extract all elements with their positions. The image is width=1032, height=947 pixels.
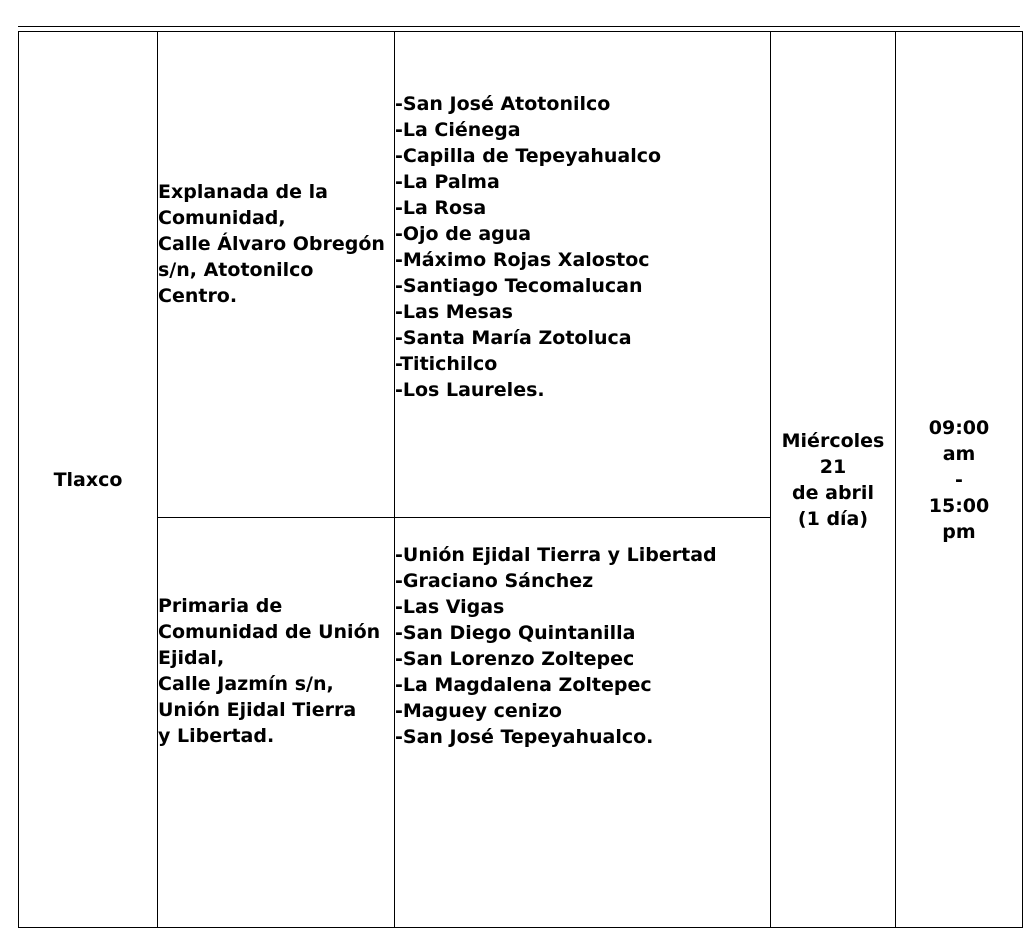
community-item: -Ojo de agua xyxy=(395,223,532,245)
address-line: s/n, Atotonilco xyxy=(158,259,314,281)
date-line: 21 xyxy=(819,455,847,478)
community-item: -San José Atotonilco xyxy=(395,93,611,115)
address-line: Calle Jazmín s/n, xyxy=(158,673,334,695)
time-line: pm xyxy=(942,520,976,543)
address-line: Explanada de la xyxy=(158,181,328,203)
address-line: Unión Ejidal Tierra xyxy=(158,699,357,721)
top-rule xyxy=(18,26,1020,27)
municipio-name: Tlaxco xyxy=(53,468,123,491)
address-line: Calle Álvaro Obregón xyxy=(158,233,385,255)
date-line: de abril xyxy=(792,481,874,504)
community-item: -La Magdalena Zoltepec xyxy=(395,674,652,696)
table-row xyxy=(19,32,1023,518)
address-line: Ejidal, xyxy=(158,647,225,669)
time-line: 09:00 xyxy=(928,416,990,439)
community-item: -San Diego Quintanilla xyxy=(395,622,636,644)
sede-address-cell xyxy=(158,518,395,928)
community-item: -Capilla de Tepeyahualco xyxy=(395,145,662,167)
community-item: -San José Tepeyahualco. xyxy=(395,726,654,748)
community-item: -La Ciénega xyxy=(395,119,521,141)
community-item: -La Palma xyxy=(395,171,500,193)
community-item: -Máximo Rojas Xalostoc xyxy=(395,249,650,271)
community-item: -San Lorenzo Zoltepec xyxy=(395,648,635,670)
date-cell xyxy=(771,32,896,928)
address-line: y Libertad. xyxy=(158,725,275,747)
time-cell xyxy=(896,32,1023,928)
community-item: -Santa María Zotoluca xyxy=(395,327,632,349)
time-line: - xyxy=(955,468,963,491)
community-item: -Maguey cenizo xyxy=(395,700,562,722)
community-item: -Graciano Sánchez xyxy=(395,570,594,592)
address-line: Comunidad, xyxy=(158,207,286,229)
address-line: Primaria de xyxy=(158,595,283,617)
community-item: -Las Vigas xyxy=(395,596,505,618)
community-item: -Las Mesas xyxy=(395,301,513,323)
schedule-table xyxy=(18,31,1023,928)
address-line: Comunidad de Unión xyxy=(158,621,381,643)
community-item: -Los Laureles. xyxy=(395,379,545,401)
date-line: Miércoles xyxy=(781,429,885,452)
address-line: Centro. xyxy=(158,285,238,307)
time-line: 15:00 xyxy=(928,494,990,517)
municipio-cell xyxy=(19,32,158,928)
communities-cell xyxy=(395,32,771,518)
date-line: (1 día) xyxy=(797,507,869,530)
time-line: am xyxy=(942,442,976,465)
community-item: -Santiago Tecomalucan xyxy=(395,275,643,297)
communities-cell xyxy=(395,518,771,928)
community-item: -La Rosa xyxy=(395,197,487,219)
community-item: -Titichilco xyxy=(395,353,498,375)
sede-address-cell xyxy=(158,32,395,518)
community-item: -Unión Ejidal Tierra y Libertad xyxy=(395,544,717,566)
